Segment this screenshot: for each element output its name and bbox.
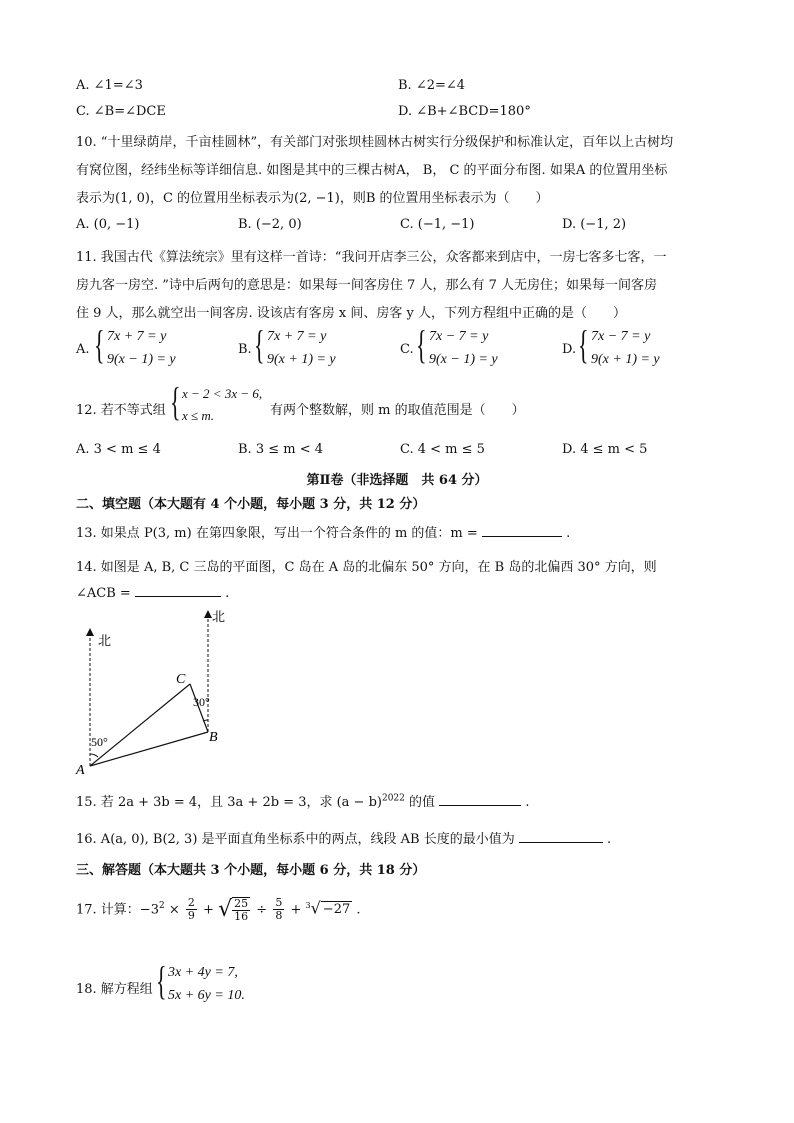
q18-eq1: 3x + 4y = 7, bbox=[168, 965, 238, 980]
q12-option-b: B. 3 ≤ m < 4 bbox=[238, 442, 324, 457]
q17-fraction-25-16 bbox=[232, 897, 250, 923]
q11-option-b-eq2: 9(x + 1) = y bbox=[267, 352, 336, 367]
q13-question bbox=[76, 522, 570, 541]
q10-option-a: A. (0, −1) bbox=[76, 217, 140, 232]
q11-line1: 11. 我国古代《算法统宗》里有这样一首诗：“我问开店李三公，众客都来到店中，一房七客多七客，一 bbox=[76, 250, 667, 265]
part2-title: 第Ⅱ卷（非选择题 共 64 分） bbox=[306, 473, 488, 488]
q12-brace: { bbox=[170, 379, 181, 424]
q11-option-c-brace: { bbox=[416, 322, 427, 367]
label-b: B bbox=[209, 730, 218, 745]
q17-cube-body: −27 bbox=[322, 902, 351, 918]
q15-question bbox=[76, 791, 529, 810]
q16-answer-blank[interactable] bbox=[519, 830, 603, 843]
q9-option-d: D. ∠B+∠BCD=180° bbox=[398, 104, 531, 119]
q17-square: 2 bbox=[158, 901, 165, 911]
q10-line1: 10. “十里绿荫岸，千亩桂圆林”，有关部门对张坝桂圆林古树实行分级保护和标准认定，百年以上古树均 bbox=[76, 135, 674, 150]
q17-f2-num: 25 bbox=[234, 896, 249, 910]
q13-text: 13. 如果点 P(3, m) 在第四象限，写出一个符合条件的 m 的值：m = bbox=[76, 526, 478, 541]
q17-plus1: + bbox=[203, 902, 214, 918]
q14-line2: ∠ACB = bbox=[76, 586, 131, 601]
q14-end: . bbox=[225, 586, 230, 601]
q9-option-c: C. ∠B=∠DCE bbox=[76, 104, 166, 119]
q16-question bbox=[76, 828, 611, 847]
q17-f3-num: 5 bbox=[275, 896, 283, 910]
section2-heading: 二、填空题（本大题有 4 个小题，每小题 3 分，共 12 分） bbox=[76, 497, 426, 512]
q13-end: . bbox=[566, 526, 571, 541]
q17-fraction-5-8 bbox=[273, 897, 284, 922]
q9-option-a: A. ∠1=∠3 bbox=[76, 78, 143, 93]
q11-option-a-label: A. bbox=[76, 342, 90, 357]
q11-option-b-label: B. bbox=[238, 342, 252, 357]
q12-prefix: 12. 若不等式组 bbox=[76, 403, 166, 418]
q17-prefix: 17. 计算：−3 bbox=[76, 902, 159, 918]
q16-text: 16. A(a, 0), B(2, 3) 是平面直角坐标系中的两点，线段 AB 长度的最小值为 bbox=[76, 832, 515, 847]
q15-exponent: 2022 bbox=[381, 793, 405, 804]
q12-suffix: 有两个整数解，则 m 的取值范围是（ ） bbox=[270, 403, 525, 418]
q12-option-c: C. 4 < m ≤ 5 bbox=[400, 442, 485, 457]
q10-line2: 有窝位图，经纬坐标等详细信息. 如图是其中的三棵古树A， B， C 的平面分布图. 如果A 的位置用坐标 bbox=[76, 163, 668, 178]
q10-option-b: B. (−2, 0) bbox=[238, 217, 302, 232]
q12-option-d: D. 4 ≤ m < 5 bbox=[562, 442, 648, 457]
q13-answer-blank[interactable] bbox=[482, 524, 562, 537]
angle-label-a: 50° bbox=[91, 735, 108, 749]
q15-prefix: 15. 若 2a + 3b = 4，且 3a + 2b = 3，求 (a − b) bbox=[76, 795, 382, 810]
q17-f1-num: 2 bbox=[187, 896, 195, 910]
q9-option-b: B. ∠2=∠4 bbox=[398, 78, 466, 93]
q17-plus2: + bbox=[290, 902, 302, 918]
q11-line3: 住 9 人，那么就空出一间客房. 设该店有客房 x 间、房客 y 人，下列方程组中正确的是（ ） bbox=[76, 306, 627, 321]
segment-ac bbox=[90, 684, 190, 766]
cube-root-icon: √ bbox=[310, 898, 321, 918]
q17-f3-den: 8 bbox=[275, 909, 283, 923]
q10-option-d: D. (−1, 2) bbox=[562, 217, 627, 232]
q11-option-a-brace: { bbox=[94, 322, 105, 367]
q18-brace: { bbox=[156, 958, 167, 1003]
q17-question bbox=[76, 892, 361, 923]
north-label-left: 北 bbox=[98, 633, 112, 648]
sqrt-icon: √ bbox=[218, 896, 233, 922]
q14-line2-wrap bbox=[76, 584, 229, 601]
q11-option-b-eq1: 7x + 7 = y bbox=[267, 329, 327, 344]
q12-eq1: x − 2 < 3x − 6, bbox=[182, 386, 263, 401]
q15-suffix: 的值 bbox=[404, 795, 436, 810]
q15-answer-blank[interactable] bbox=[439, 793, 521, 806]
q11-option-c-eq1: 7x − 7 = y bbox=[429, 329, 489, 344]
q17-div: ÷ bbox=[256, 902, 268, 918]
island-figure bbox=[70, 606, 250, 778]
q11-option-d-brace: { bbox=[578, 322, 589, 367]
q17-times: × bbox=[168, 902, 180, 918]
q11-option-a-eq2: 9(x − 1) = y bbox=[107, 352, 176, 367]
q17-cube-index: 3 bbox=[305, 901, 311, 910]
label-a: A bbox=[76, 763, 85, 778]
q11-option-a-eq1: 7x + 7 = y bbox=[107, 329, 167, 344]
q18-prefix: 18. 解方程组 bbox=[76, 982, 153, 997]
q14-answer-blank[interactable] bbox=[135, 584, 221, 597]
q11-option-d-eq2: 9(x + 1) = y bbox=[591, 352, 660, 367]
q11-option-d-label: D. bbox=[562, 342, 577, 357]
q11-option-c-eq2: 9(x − 1) = y bbox=[429, 352, 498, 367]
q17-f1-den: 9 bbox=[187, 909, 195, 923]
q17-fraction-2-9 bbox=[186, 897, 197, 922]
q17-end: . bbox=[356, 902, 361, 918]
q14-line1: 14. 如图是 A, B, C 三岛的平面图，C 岛在 A 岛的北偏东 50° 方向，在 B 岛的北偏西 30° 方向，则 bbox=[76, 560, 657, 575]
q11-line2: 房九客一房空. ”诗中后两句的意思是：如果每一间客房住 7 人，那么有 7 人无房住；如果每一间客房 bbox=[76, 278, 657, 293]
q11-option-c-label: C. bbox=[400, 342, 414, 357]
label-c: C bbox=[176, 672, 186, 687]
q18-eq2: 5x + 6y = 10. bbox=[168, 988, 245, 1003]
q16-end: . bbox=[607, 832, 612, 847]
q12-option-a: A. 3 < m ≤ 4 bbox=[76, 442, 161, 457]
angle-label-b: 30° bbox=[193, 695, 210, 709]
q15-end: . bbox=[525, 795, 530, 810]
north-label-right: 北 bbox=[212, 609, 226, 624]
q12-eq2: x ≤ m. bbox=[182, 408, 215, 423]
q10-option-c: C. (−1, −1) bbox=[400, 217, 475, 232]
q17-f2-den: 16 bbox=[234, 909, 249, 923]
q11-option-b-brace: { bbox=[254, 322, 265, 367]
q11-option-d-eq1: 7x − 7 = y bbox=[591, 329, 651, 344]
q10-line3: 表示为(1, 0)，C 的位置用坐标表示为(2, −1)，则B 的位置用坐标表示为（ ） bbox=[76, 191, 549, 206]
angle-arc-a bbox=[90, 754, 98, 757]
section3-heading: 三、解答题（本大题共 3 个小题，每小题 6 分，共 18 分） bbox=[76, 863, 426, 878]
